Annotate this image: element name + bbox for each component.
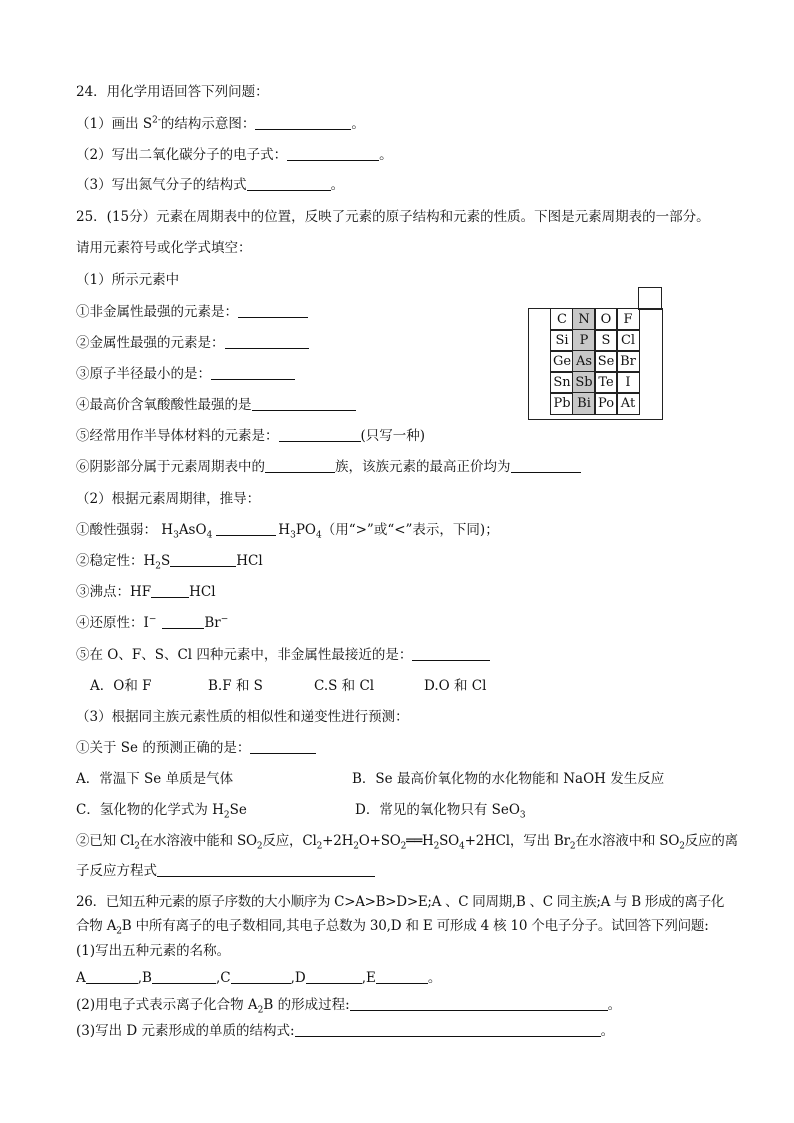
element-cell: Te bbox=[594, 371, 618, 394]
element-cell: F bbox=[616, 308, 640, 331]
q26-sub1: (1)写出五种元素的名称。 bbox=[76, 943, 231, 959]
answer-blank[interactable] bbox=[216, 522, 276, 536]
option-d[interactable]: D.O 和 Cl bbox=[424, 678, 487, 694]
q24-title bbox=[76, 83, 269, 101]
q25-item1: ①非金属性最强的元素是： bbox=[76, 303, 308, 321]
q25-acidity: ①酸性强弱： $H_3AsO_4$ $H_3PO_4$（用“>”或“<”表示，下同)； bbox=[76, 522, 499, 541]
table-empty-cell bbox=[638, 287, 662, 310]
element-cell: Sb bbox=[572, 371, 596, 394]
answer-blank[interactable] bbox=[306, 970, 362, 984]
q24-part1: （1）画出 $S^{2-}$的结构示意图： 。 bbox=[76, 115, 365, 132]
answer-blank[interactable] bbox=[412, 647, 490, 661]
q24-part2: （2）写出二氧化碳分子的电子式： 。 bbox=[76, 147, 393, 163]
q26-title-line2: 合物 $A_2B$ 中所有离子的电子数相同,其电子总数为 30,D 和 E 可形成 4 核 10 个电子分子。试回答下列问题: bbox=[76, 918, 709, 937]
q25-boiling: ③沸点：HF HCl bbox=[76, 584, 216, 600]
element-cell: Bi bbox=[572, 392, 596, 415]
q25-nonmetal-closest: ⑤在 O、F、S、Cl 四种元素中，非金属性最接近的是： bbox=[76, 646, 490, 664]
q26-sub2: (2)用电子式表示离子化合物 $A_2B$ 的形成过程: 。 bbox=[76, 997, 622, 1016]
answer-blank[interactable] bbox=[162, 615, 204, 629]
q25-equation-line: 子反应方程式 bbox=[76, 862, 375, 880]
q25-instruction: 请用元素符号或化学式填空： bbox=[76, 240, 252, 256]
q25-item3: ③原子半径最小的是： bbox=[76, 365, 295, 383]
q26-names: A ,B ,C ,D ,E 。 bbox=[76, 970, 442, 986]
element-cell: N bbox=[572, 308, 596, 331]
element-cell: S bbox=[594, 329, 618, 352]
q25-item2: ②金属性最强的元素是： bbox=[76, 334, 309, 352]
option-b[interactable]: B．Se 最高价氧化物的水化物能和 NaOH 发生反应 bbox=[352, 771, 665, 787]
answer-blank[interactable] bbox=[511, 459, 581, 473]
element-cell: Po bbox=[594, 392, 618, 415]
element-cell: Cl bbox=[616, 329, 640, 352]
element-cell: O bbox=[594, 308, 618, 331]
periodic-table-fragment bbox=[528, 287, 662, 419]
q25-bromine-reaction: ②已知 $Cl_2$在水溶液中能和 $SO_2$反应，$Cl_2+2H_2O+SO_2══H_2SO_4+2HCl$，写出 $Br_2$在水溶液中和 $SO_2$反应的离 bbox=[76, 833, 738, 852]
q25-se-prediction: ①关于 Se 的预测正确的是： bbox=[76, 739, 316, 757]
answer-blank[interactable] bbox=[376, 970, 428, 984]
answer-blank[interactable] bbox=[152, 970, 216, 984]
q25-title: 25．(15分）元素在周期表中的位置，反映了元素的原子结构和元素的性质。下图是元素周期表的一部分。 bbox=[76, 209, 710, 225]
element-cell: Sn bbox=[550, 371, 574, 394]
option-d[interactable]: D．常见的氧化物只有 SeO$_3$ bbox=[355, 802, 526, 821]
option-b[interactable]: B.F 和 S bbox=[208, 678, 263, 694]
q25-item6: ⑥阴影部分属于元素周期表中的 族，该族元素的最高正价均为 bbox=[76, 458, 581, 476]
element-cell: As bbox=[572, 350, 596, 373]
answer-blank[interactable] bbox=[238, 304, 308, 318]
answer-blank[interactable] bbox=[157, 863, 375, 877]
element-cell: At bbox=[616, 392, 640, 415]
option-a[interactable]: A．常温下 Se 单质是气体 bbox=[76, 771, 234, 787]
answer-blank[interactable] bbox=[86, 970, 138, 984]
element-cell: Se bbox=[594, 350, 618, 373]
answer-blank[interactable] bbox=[279, 428, 361, 442]
element-cell: P bbox=[572, 329, 596, 352]
q25-part3: （3）根据同主族元素性质的相似性和递变性进行预测： bbox=[76, 709, 409, 725]
element-cell: Ge bbox=[550, 350, 574, 373]
option-a[interactable]: A．O和 F bbox=[90, 678, 152, 694]
q25-reducibility: ④还原性：I− Br− bbox=[76, 614, 229, 631]
element-cell: I bbox=[616, 371, 640, 394]
element-cell: Br bbox=[616, 350, 640, 373]
answer-blank[interactable] bbox=[231, 970, 291, 984]
q25-part2: （2）根据元素周期律，推导： bbox=[76, 491, 261, 507]
answer-blank[interactable] bbox=[265, 459, 335, 473]
q26-sub3: (3)写出 D 元素形成的单质的结构式: 。 bbox=[76, 1023, 615, 1039]
element-cell: Si bbox=[550, 329, 574, 352]
answer-blank[interactable] bbox=[250, 740, 316, 754]
q24-title-text: 24．用化学用语回答下列问题： bbox=[76, 84, 269, 100]
q26-title-line1: 26．已知五种元素的原子序数的大小顺序为 C>A>B>D>E;A 、C 同周期,B 、C 同主族;A 与 B 形成的离子化 bbox=[76, 894, 725, 910]
q25-stability: ②稳定性：$H_2S$ HCl bbox=[76, 553, 263, 572]
element-cell: C bbox=[550, 308, 574, 331]
answer-blank[interactable] bbox=[350, 997, 608, 1011]
element-cell: Pb bbox=[550, 392, 574, 415]
answer-blank[interactable] bbox=[151, 584, 189, 598]
q25-part1: （1）所示元素中 bbox=[76, 272, 180, 288]
q25-item4: ④最高价含氧酸酸性最强的是 bbox=[76, 396, 356, 414]
answer-blank[interactable] bbox=[211, 366, 295, 380]
answer-blank[interactable] bbox=[170, 553, 236, 567]
answer-blank[interactable] bbox=[225, 335, 309, 349]
answer-blank[interactable] bbox=[247, 177, 331, 191]
answer-blank[interactable] bbox=[295, 1023, 601, 1037]
q24-part3: （3）写出氮气分子的结构式 。 bbox=[76, 177, 345, 193]
answer-blank[interactable] bbox=[255, 116, 351, 130]
answer-blank[interactable] bbox=[287, 147, 379, 161]
option-c[interactable]: C.S 和 Cl bbox=[314, 678, 375, 694]
answer-blank[interactable] bbox=[252, 397, 356, 411]
option-c[interactable]: C．氢化物的化学式为 $H_2Se$ bbox=[76, 802, 247, 821]
q25-item5: ⑤经常用作半导体材料的元素是： (只写一种) bbox=[76, 428, 426, 444]
